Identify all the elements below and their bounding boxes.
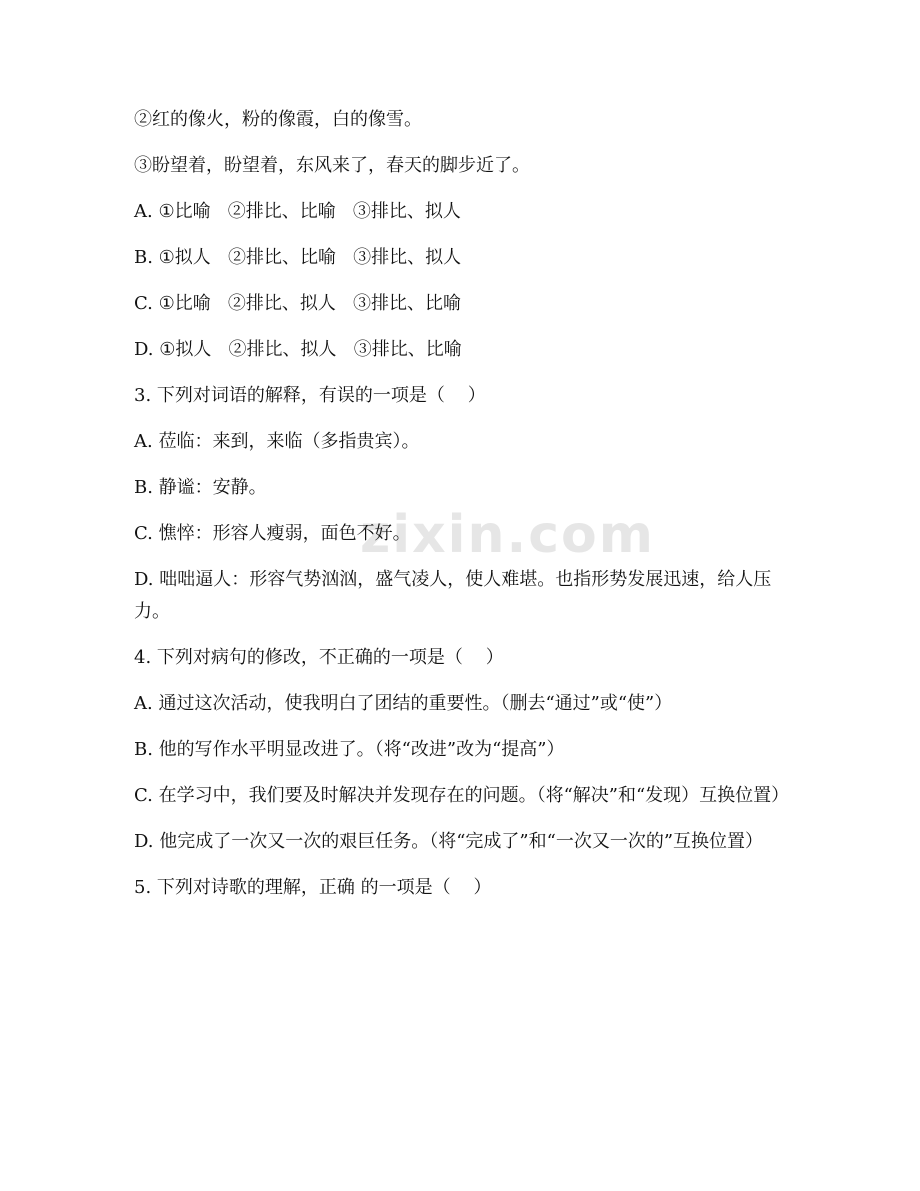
q3-option-a: A. 莅临：来到，来临（多指贵宾）。 — [134, 431, 420, 452]
q4-option-d: D. 他完成了一次又一次的艰巨任务。（将“完成了”和“一次又一次的”互换位置） — [134, 831, 764, 852]
sentence-2: ②红的像火，粉的像霞，白的像雪。 — [134, 109, 422, 130]
q2-option-c: C. ①比喻 ②排比、拟人 ③排比、比喻 — [134, 293, 462, 314]
q2-option-d: D. ①拟人 ②排比、拟人 ③排比、比喻 — [134, 339, 462, 360]
question-5-stem: 5. 下列对诗歌的理解，正确 的一项是（ ） — [134, 877, 492, 898]
q4-option-b: B. 他的写作水平明显改进了。（将“改进”改为“提高”） — [134, 739, 565, 760]
q3-option-d: D. 咄咄逼人：形容气势汹汹，盛气凌人，使人难堪。也指形势发展迅速，给人压力。 — [134, 569, 772, 622]
document-body — [134, 104, 794, 904]
q4-option-a: A. 通过这次活动，使我明白了团结的重要性。（删去“通过”或“使”） — [134, 693, 673, 714]
q4-option-c: C. 在学习中，我们要及时解决并发现存在的问题。（将“解决”和“发现）互换位置） — [134, 785, 790, 806]
question-4-stem: 4. 下列对病句的修改，不正确的一项是（ ） — [134, 647, 504, 668]
question-3-stem: 3. 下列对词语的解释，有误的一项是（ ） — [134, 385, 486, 406]
watermark: zixin.com — [360, 505, 655, 565]
q2-option-b: B. ①拟人 ②排比、比喻 ③排比、拟人 — [134, 247, 462, 268]
q2-option-a: A. ①比喻 ②排比、比喻 ③排比、拟人 — [134, 201, 461, 222]
sentence-3: ③盼望着，盼望着，东风来了，春天的脚步近了。 — [134, 155, 530, 176]
q3-option-b: B. 静谧：安静。 — [134, 477, 267, 498]
q3-option-c: C. 憔悴：形容人瘦弱，面色不好。 — [134, 523, 411, 544]
